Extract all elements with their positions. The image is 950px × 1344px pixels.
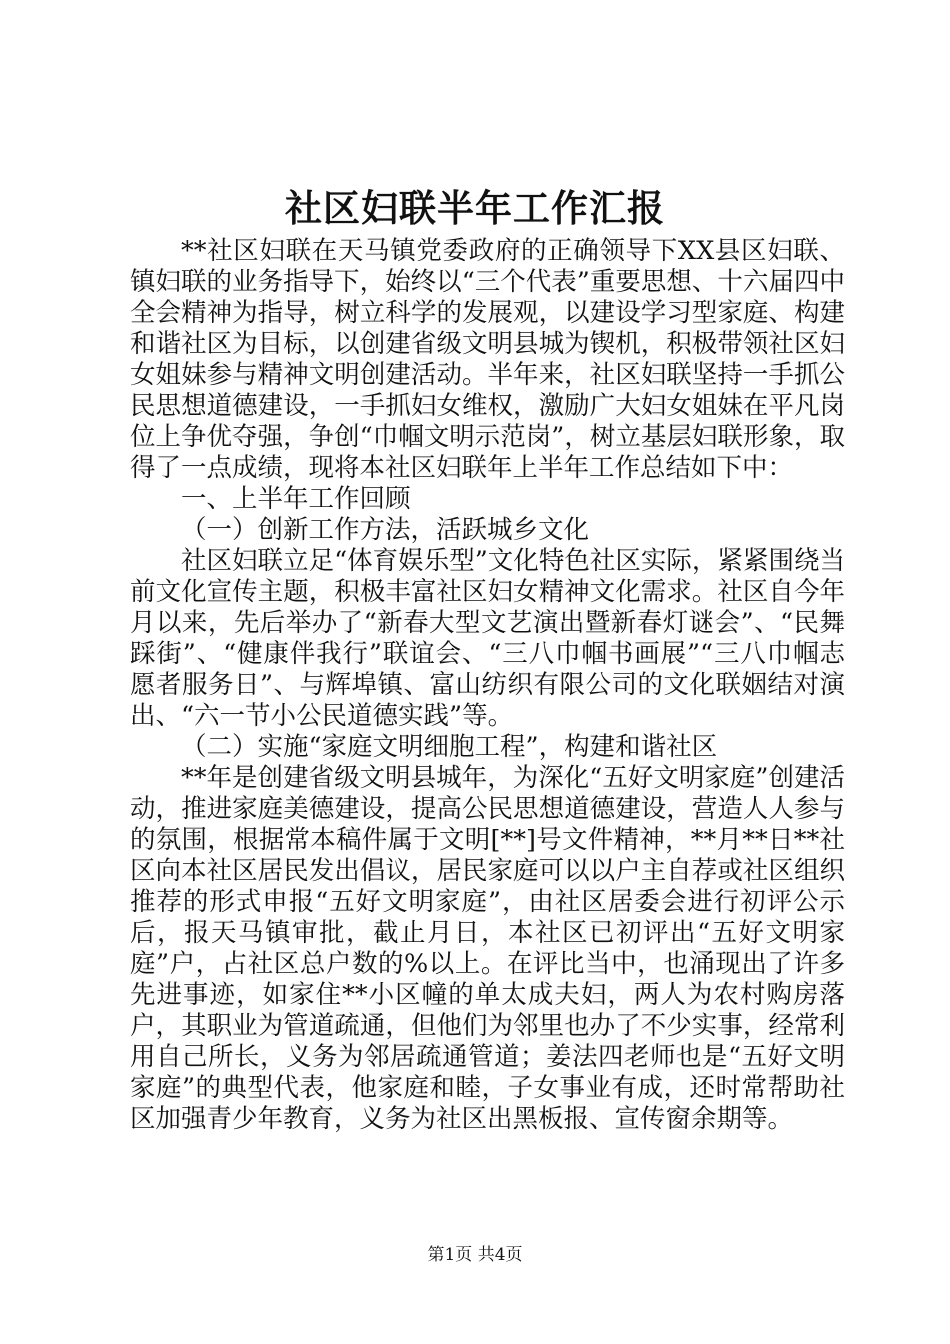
document-body xyxy=(130,236,845,1135)
section-heading: 一、上半年工作回顾 xyxy=(181,484,411,514)
family-paragraph: **年是创建省级文明县城年，为深化“五好文明家庭”创建活动，推进家庭美德建设，提高公民思想道德建设，营造人人参与的氛围，根据常本稿件属于文明[**]号文件精神，**月**日**社区向本社区居民发出倡议，居民家庭可以以户主自荐或社区组织推荐的形式申报“五好文明家庭”，由社区居委会进行初评公示后，报天马镇审批，截止月日，本社区已初评出“五好文明家庭”户，占社区总户数的%以上。在评比当中，也涌现出了许多先进事迹，如家住**小区幢的单太成夫妇，两人为农村购房落户，其职业为管道疏通，但他们为邻里也办了不少实事，经常利用自己所长，义务为邻居疏通管道；姜法四老师也是“五好文明家庭”的典型代表，他家庭和睦，子女事业有成，还时常帮助社区加强青少年教育，义务为社区出黑板报、宣传窗余期等。 xyxy=(130,763,845,1134)
page-number: 第1页 共4页 xyxy=(427,1245,523,1265)
culture-paragraph: 社区妇联立足“体育娱乐型”文化特色社区实际，紧紧围绕当前文化宣传主题，积极丰富社区妇女精神文化需求。社区自今年月以来，先后举办了“新春大型文艺演出暨新春灯谜会”、“民舞踩街”、“健康伴我行”联谊会、“三八巾帼书画展”“三八巾帼志愿者服务日”、与辉埠镇、富山纺织有限公司的文化联姻结对演出、“六一节小公民道德实践”等。 xyxy=(130,546,845,731)
subsection-heading: （二）实施“家庭文明细胞工程”，构建和谐社区 xyxy=(181,732,718,762)
subsection-heading: （一）创新工作方法，活跃城乡文化 xyxy=(181,515,590,545)
document-title: 社区妇联半年工作汇报 xyxy=(285,186,665,230)
intro-paragraph: **社区妇联在天马镇党委政府的正确领导下XX县区妇联、镇妇联的业务指导下，始终以“三个代表”重要思想、十六届四中全会精神为指导，树立科学的发展观，以建设学习型家庭、构建和谐社区为目标，以创建省级文明县城为锲机，积极带领社区妇女姐妹参与精神文明创建活动。半年来，社区妇联坚持一手抓公民思想道德建设，一手抓妇女维权，激励广大妇女姐妹在平凡岗位上争优夺强，争创“巾帼文明示范岗”，树立基层妇联形象，取得了一点成绩，现将本社区妇联年上半年工作总结如下中： xyxy=(130,236,845,483)
